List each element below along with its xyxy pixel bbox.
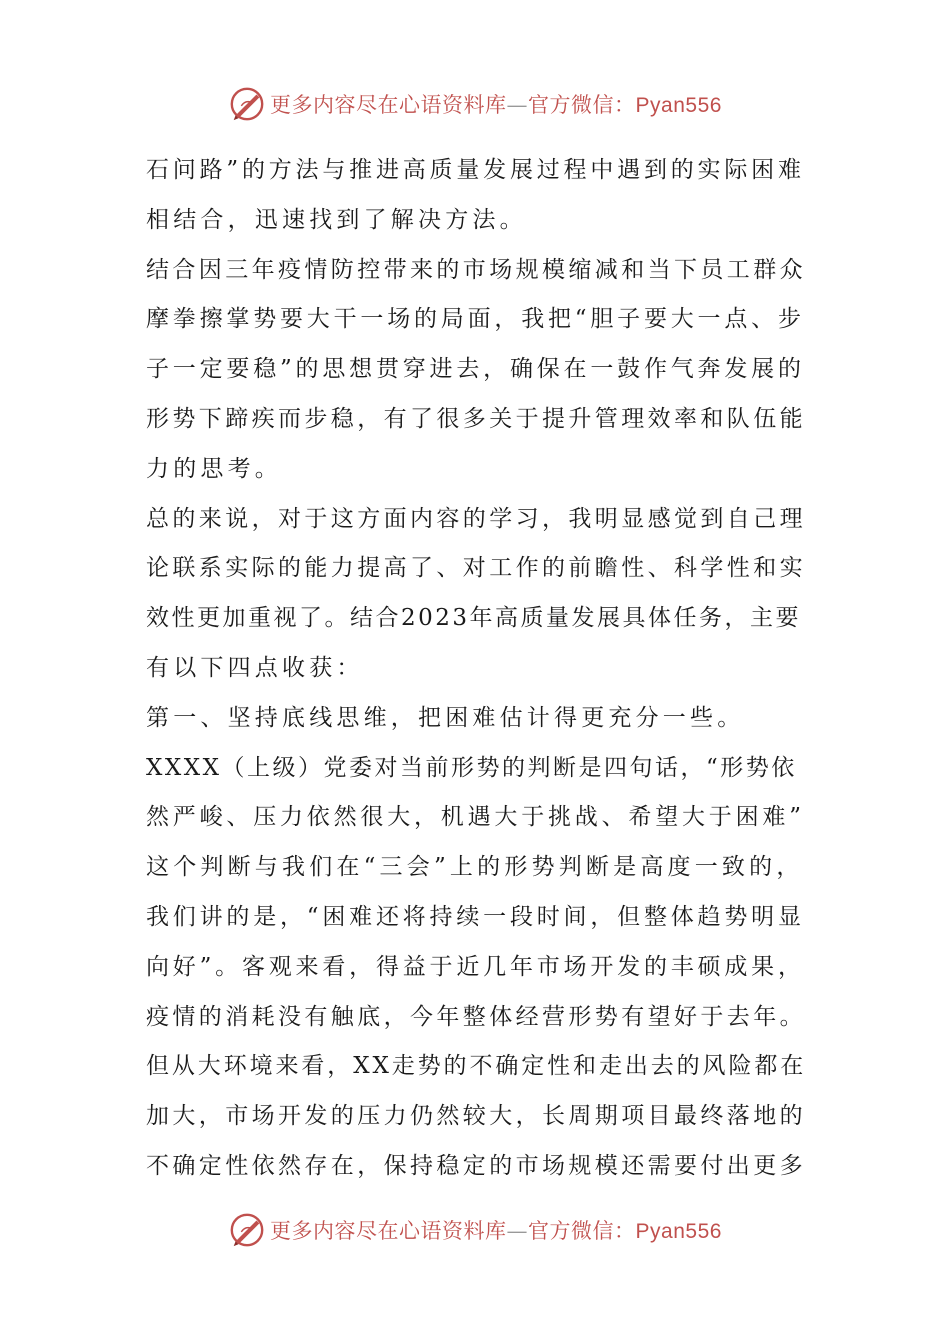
banner-label: 官方微信： [528,93,636,117]
banner-label: 官方微信： [528,1219,636,1243]
text-line: 石问路”的方法与推进高质量发展过程中遇到的实际困难 [146,157,805,183]
text-line: 摩拳擦掌势要大干一场的局面，我把“胆子要大一点、步 [146,306,805,333]
text-line: 第一、坚持底线思维，把困难估计得更充分一些。 [146,704,745,731]
banner-separator: — [506,93,529,117]
text-line: 疫情的消耗没有触底，今年整体经营形势有望好于去年。 [146,1003,806,1030]
text-line: 结合因三年疫情防控带来的市场规模缩减和当下员工群众 [146,256,806,283]
text-line: 然严峻、压力依然很大，机遇大于挑战、希望大于困难” [146,804,805,831]
footer-banner [0,1208,950,1252]
text-line: 论联系实际的能力提高了、对工作的前瞻性、科学性和实 [146,555,806,582]
document-body [146,146,806,1192]
banner-wechat-id: Pyan556 [635,1220,722,1243]
text-line: 效性更加重视了。结合2023年高质量发展具体任务，主要 [146,605,802,632]
text-line: 我们讲的是，“困难还将持续一段时间，但整体趋势明显 [146,903,805,930]
text-line: 形势下蹄疾而步稳，有了很多关于提升管理效率和队伍能 [146,405,806,432]
banner-separator: — [506,1219,529,1243]
text-line: 加大，市场开发的压力仍然较大，长周期项目最终落地的 [146,1103,806,1130]
text-line: 向好”。客观来看，得益于近几年市场开发的丰硕成果， [146,953,805,980]
text-line: 子一定要稳”的思想贯穿进去，确保在一鼓作气奔发展的 [146,356,805,383]
banner-text [270,1215,722,1245]
text-line: 相结合，迅速找到了解决方法。 [146,206,527,233]
banner-wechat-id: Pyan556 [635,94,722,117]
text-line: 力的思考。 [146,455,282,482]
text-line: 不确定性依然存在，保持稳定的市场规模还需要付出更多 [146,1152,806,1179]
pen-logo-icon [228,1211,266,1249]
text-line: 这个判断与我们在“三会”上的形势判断是高度一致的， [146,854,804,881]
pen-logo-icon [228,85,266,123]
text-line: 有以下四点收获： [146,654,364,681]
text-line: XXXX（上级）党委对当前形势的判断是四句话，“形势依 [146,754,797,781]
banner-main-text: 更多内容尽在心语资料库 [270,1219,507,1243]
text-line: 总的来说，对于这方面内容的学习，我明显感觉到自己理 [146,505,806,532]
text-line: 但从大环境来看，XX走势的不确定性和走出去的风险都在 [146,1053,807,1080]
banner-main-text: 更多内容尽在心语资料库 [270,93,507,117]
banner-text [270,89,722,119]
header-banner [0,82,950,126]
